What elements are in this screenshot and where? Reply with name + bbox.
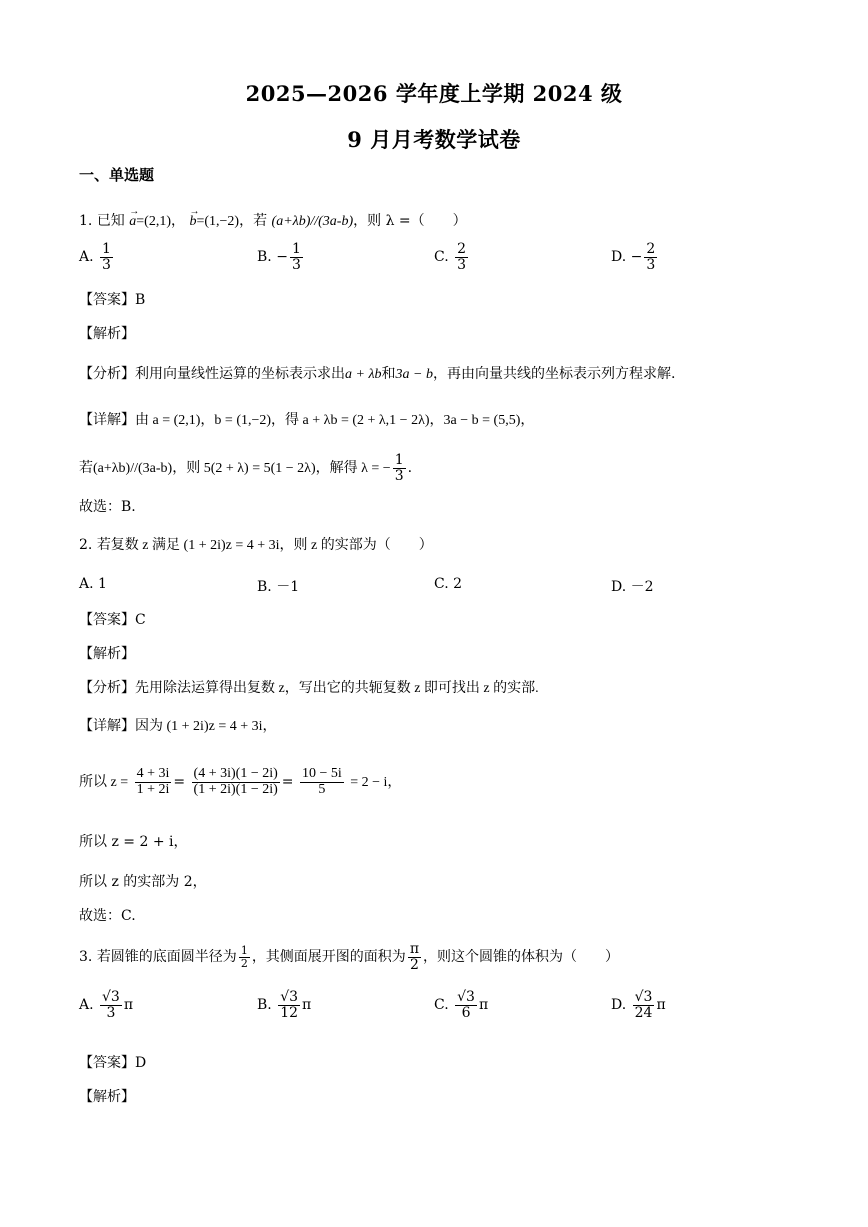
q2-stem: 2. 若复数 z 满足 (1 + 2i)z = 4 + 3i，则 z 的实部为（ ） xyxy=(79,537,433,553)
q3-option-c: C. $\frac{√3}{6}$ π xyxy=(434,989,489,1021)
q1-stem xyxy=(79,211,467,232)
q2-option-b: B. －1 xyxy=(257,579,300,595)
q2-calculation: 所以 z = $\frac{4 + 3i}{1 + 2i}$ = $\frac{(4 + 3i)(1 - 2i)}{(1 + 2i)(1 - 2i)}$ = $\frac{10 - 5i}{5}$ = 2 − i， xyxy=(79,765,402,797)
q1-stem-suffix: ，则 λ =（ ） xyxy=(353,213,467,229)
q2-answer: 【答案】C xyxy=(79,612,146,628)
section-heading: 一、单选题 xyxy=(79,166,155,184)
q1-answer: 【答案】B xyxy=(79,292,146,308)
q1-option-a: A. $\frac{1}{3}$ xyxy=(79,241,111,273)
q1-analysis-tag: 【解析】 xyxy=(79,326,135,342)
q3-answer: 【答案】D xyxy=(79,1055,147,1071)
q1-stem-part-b: =(1,−2)，若 xyxy=(196,214,268,229)
q3-stem: 3. 若圆锥的底面圆半径为 $\frac{1}{2}$ ，其侧面展开图的面积为 $\frac{\pi}{2}$ ，则这个圆锥的体积为（ ） xyxy=(79,941,620,973)
q1-detail-line2: 若(a+λb)//(3a-b)，则 5(2 + λ) = 5(1 − 2λ)，解得 λ = − $\frac{1}{3}$ . xyxy=(79,452,413,484)
q2-option-c: C. 2 xyxy=(434,576,463,592)
q1-stem-prefix: 已知 xyxy=(96,213,125,229)
exam-title-line1: 2025—2026 学年度上学期 2024 级 xyxy=(245,81,623,106)
q1-option-d: D. − $\frac{2}{3}$ xyxy=(611,241,656,273)
q2-choose: 故选：C. xyxy=(79,908,136,924)
q2-option-d: D. －2 xyxy=(611,579,654,595)
q2-analysis-tag: 【解析】 xyxy=(79,646,135,662)
q3-option-d: D. $\frac{√3}{24}$ π xyxy=(611,989,666,1021)
q1-choose: 故选：B. xyxy=(79,499,136,515)
q1-option-c: C. $\frac{2}{3}$ xyxy=(434,241,467,273)
q2-detail-line1: 【详解】因为 (1 + 2i)z = 4 + 3i， xyxy=(79,718,277,734)
q1-fenxi: 【分析】利用向量线性运算的坐标表示求出a + λb和3a − b，再由向量共线的坐标表示列方程求解. xyxy=(79,366,676,382)
q1-stem-part-a: =(2,1)， xyxy=(136,214,185,229)
exam-title-line2: 9 月月考数学试卷 xyxy=(347,127,521,152)
q2-option-a: A. 1 xyxy=(79,576,107,592)
q1-number: 1. xyxy=(79,213,93,229)
q2-fenxi: 【分析】先用除法运算得出复数 z，写出它的共轭复数 z 即可找出 z 的实部. xyxy=(79,680,539,696)
q2-conjugate-line: 所以 z = 2 + i， xyxy=(79,834,188,850)
q3-analysis-tag: 【解析】 xyxy=(79,1089,135,1105)
q2-real-part-line: 所以 z 的实部为 2， xyxy=(79,874,207,890)
q1-detail-line1: 【详解】由 a = (2,1)，b = (1,−2)，得 a + λb = (2 + λ,1 − 2λ)，3a − b = (5,5)， xyxy=(79,412,535,428)
q1-option-b: B. − $\frac{1}{3}$ xyxy=(257,241,301,273)
vector-b-symbol: → b xyxy=(189,212,196,232)
vector-a-symbol: → a xyxy=(129,212,136,232)
q1-stem-parallel: (a+λb)//(3a-b) xyxy=(271,214,354,229)
q3-option-a: A. $\frac{√3}{3}$ π xyxy=(79,989,134,1021)
q3-option-b: B. $\frac{√3}{12}$ π xyxy=(257,989,312,1021)
